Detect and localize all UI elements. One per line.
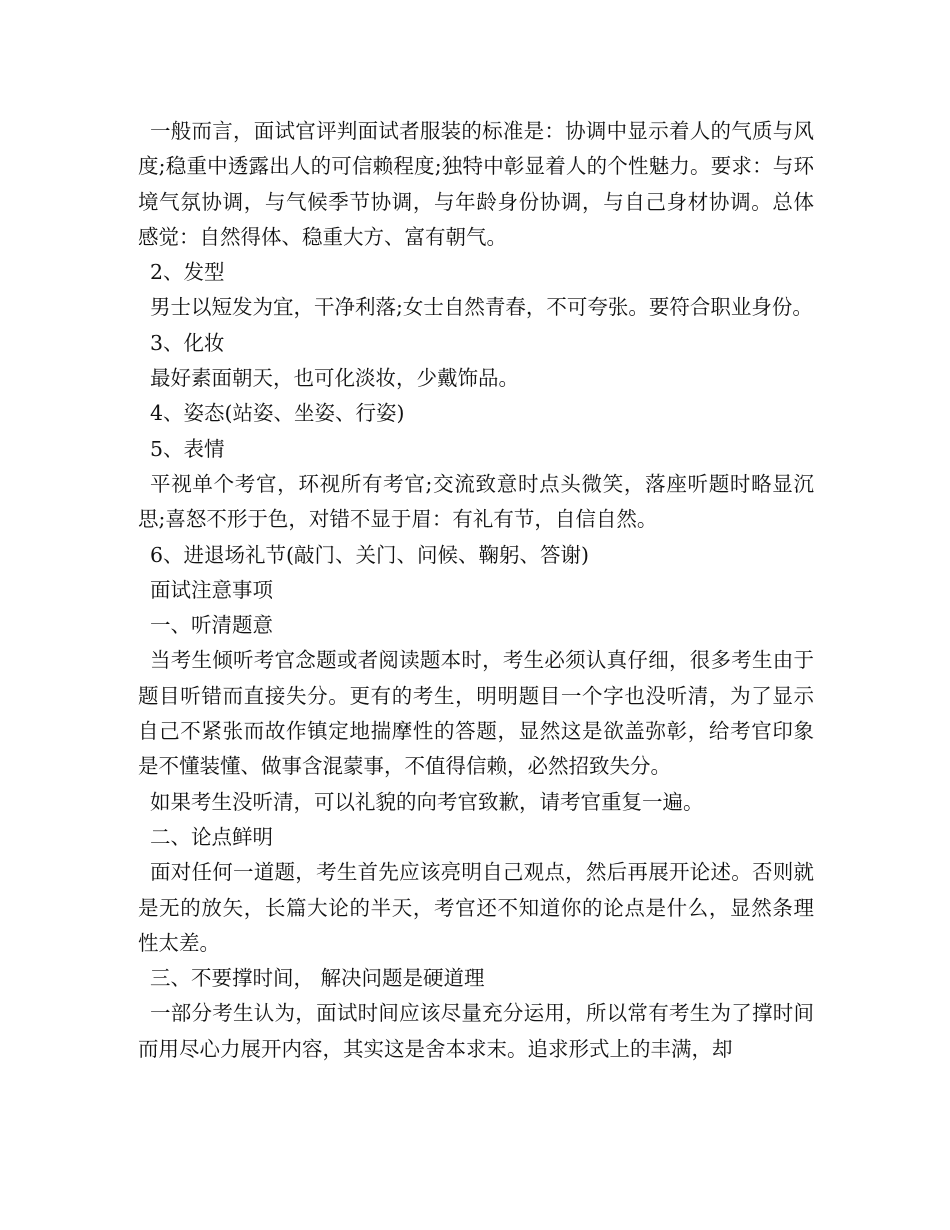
paragraph-argument: 面对任何一道题，考生首先应该亮明自己观点，然后再展开论述。否则就是无的放矢，长篇大论的半天，考官还不知道你的论点是什么，显然条理性太差。	[138, 860, 814, 955]
paragraph-attire-standard: 一般而言，面试官评判面试者服装的标准是：协调中显示着人的气质与风度;稳重中透露出人的可信赖程度;独特中彰显着人的个性魅力。要求：与环境气氛协调，与气候季节协调，与年龄身份协调，与自己身材协调。总体感觉：自然得体、稳重大方、富有朝气。	[138, 119, 814, 249]
paragraph-expression: 平视单个考官，环视所有考官;交流致意时点头微笑，落座听题时略显沉思;喜怒不形于色，对错不显于眉：有礼有节，自信自然。	[138, 471, 814, 532]
section-title-notes: 面试注意事项	[150, 577, 273, 602]
heading-makeup: 3、化妆	[150, 330, 225, 355]
heading-hairstyle: 2、发型	[150, 260, 225, 285]
paragraph-listen-tip: 如果考生没听清，可以礼貌的向考官致歉，请考官重复一遍。	[150, 789, 704, 814]
document-body	[138, 114, 814, 1067]
paragraph-time: 一部分考生认为，面试时间应该尽量充分运用，所以常有考生为了撑时间而用尽心力展开内容，其实这是舍本求末。追求形式上的丰满，却	[138, 1001, 814, 1061]
heading-expression: 5、表情	[150, 436, 225, 461]
heading-time: 三、不要撑时间， 解决问题是硬道理	[150, 966, 485, 991]
paragraph-makeup: 最好素面朝天，也可化淡妆，少戴饰品。	[150, 366, 519, 391]
paragraph-hairstyle: 男士以短发为宜，干净利落;女士自然青春，不可夸张。要符合职业身份。	[150, 295, 813, 320]
paragraph-listen: 当考生倾听考官念题或者阅读题本时，考生必须认真仔细，很多考生由于题目听错而直接失分。更有的考生，明明题目一个字也没听清，为了显示自己不紧张而故作镇定地揣摩性的答题，显然这是欲盖弥彰，给考官印象是不懂装懂、做事含混蒙事，不值得信赖，必然招致失分。	[138, 648, 814, 779]
heading-argument: 二、论点鲜明	[150, 824, 273, 849]
heading-listen: 一、听清题意	[150, 613, 273, 638]
heading-etiquette: 6、进退场礼节(敲门、关门、问候、鞠躬、答谢)	[150, 542, 590, 567]
heading-posture: 4、姿态(站姿、坐姿、行姿)	[150, 401, 405, 426]
